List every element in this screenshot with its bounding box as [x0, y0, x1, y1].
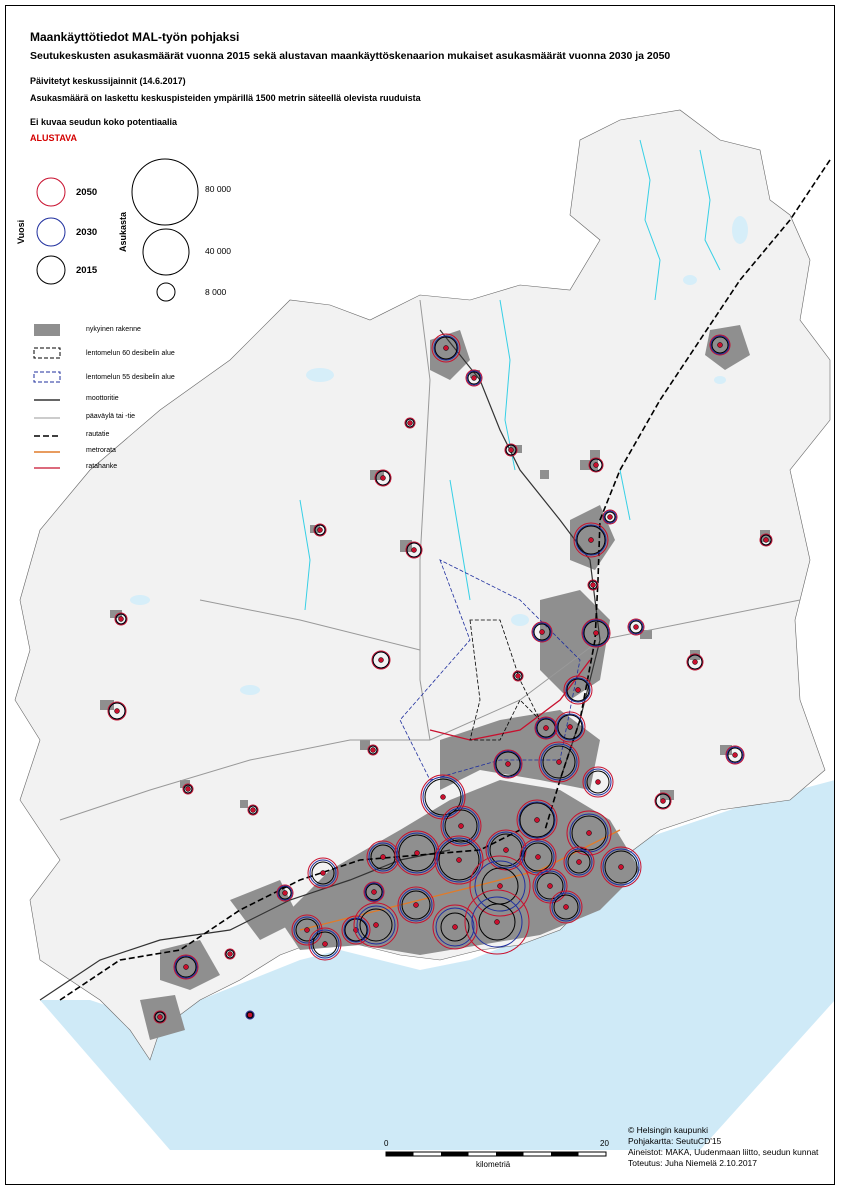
legend-metro-label: metrorata [86, 447, 116, 454]
legend-year-2015: 2015 [76, 265, 98, 276]
credit-data: Aineistot: MAKA, Uudenmaan liitto, seudun kunnat [628, 1147, 819, 1157]
potential-note: Ei kuvaa seudun koko potentiaalia [30, 117, 178, 127]
scale-end: 20 [600, 1139, 609, 1148]
status-label: ALUSTAVA [30, 133, 77, 143]
legend-noise55-label: lentomelun 55 desibelin alue [86, 374, 175, 381]
map-frame [5, 5, 835, 1185]
map-subtitle: Seutukeskusten asukasmäärät vuonna 2015 sekä alustavan maankäyttöskenaarion mukaiset asukasmäärät vuonna 2030 ja 2050 [30, 50, 671, 62]
legend-size-80000: 80 000 [205, 184, 231, 194]
method-note: Asukasmäärä on laskettu keskuspisteiden ympärillä 1500 metrin säteellä olevista ruuduista [30, 93, 421, 103]
credit-author: Toteutus: Juha Niemelä 2.10.2017 [628, 1158, 758, 1168]
legend-motorway-label: moottoritie [86, 395, 119, 402]
update-note: Päivitetyt keskussijainnit (14.6.2017) [30, 76, 186, 86]
legend-built-label: nykyinen rakenne [86, 326, 141, 333]
legend-railway-label: rautatie [86, 431, 110, 438]
legend-noise60-label: lentomelun 60 desibelin alue [86, 350, 175, 357]
legend-mainroad-label: päaväylä tai -tie [86, 413, 136, 420]
legend-size-title: Asukasta [118, 211, 128, 252]
credit-copyright: © Helsingin kaupunki [628, 1125, 708, 1135]
legend-railproject-label: ratahanke [86, 463, 118, 470]
scale-start: 0 [384, 1139, 389, 1148]
credit-basemap: Pohjakartta: SeutuCD'15 [628, 1136, 722, 1146]
scale-unit: kilometriä [476, 1160, 511, 1169]
map-title: Maankäyttötiedot MAL-työn pohjaksi [30, 30, 240, 44]
legend-year-2050: 2050 [76, 187, 98, 198]
legend-year-title: Vuosi [16, 219, 26, 244]
legend-size-40000: 40 000 [205, 246, 231, 256]
legend-size-8000: 8 000 [205, 287, 227, 297]
credits [628, 1125, 818, 1169]
legend-year-2030: 2030 [76, 227, 98, 238]
